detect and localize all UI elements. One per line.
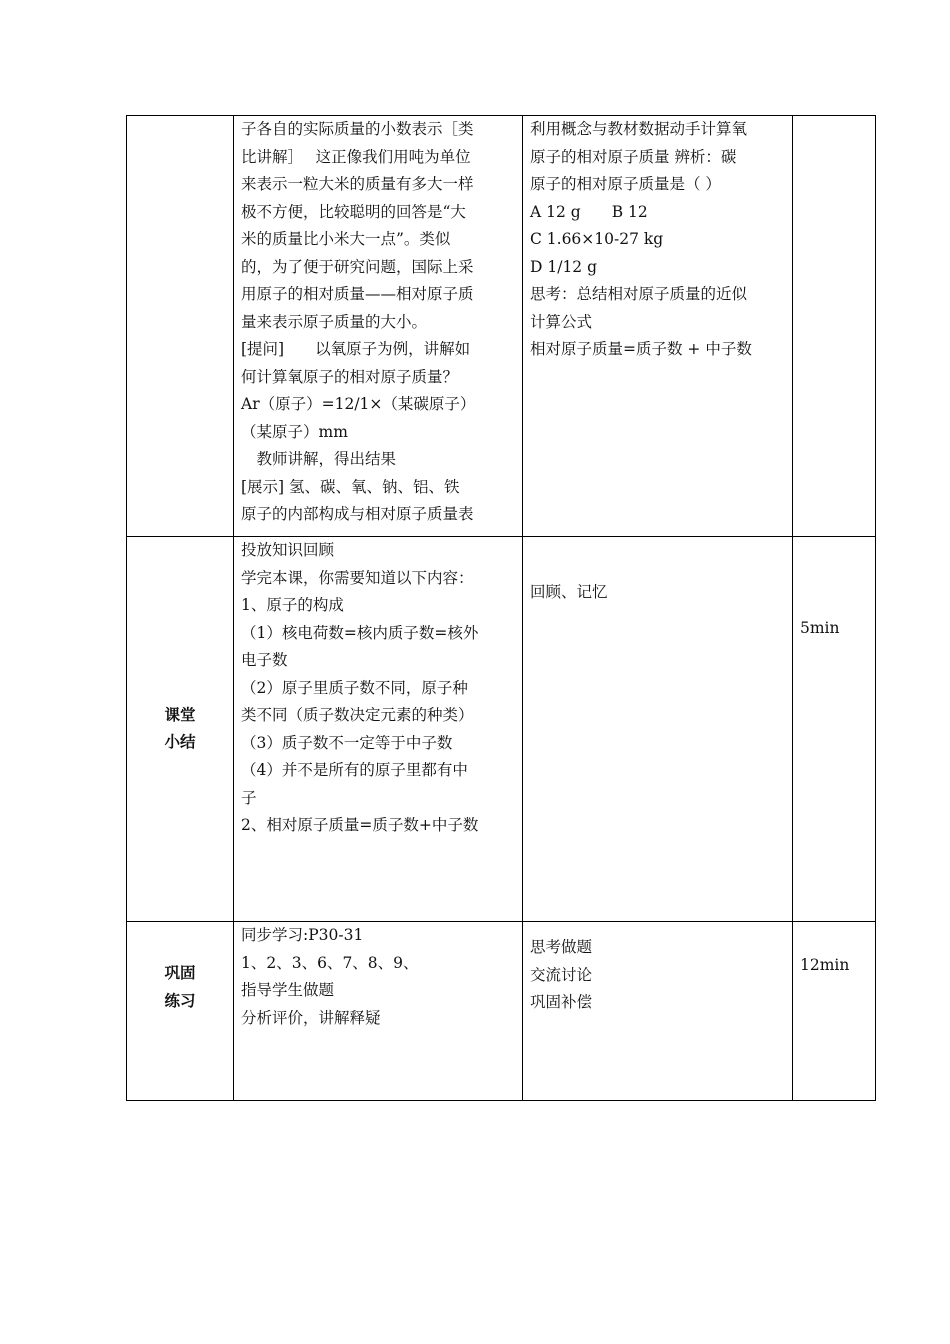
text-line: 同步学习:P30-31	[241, 926, 364, 944]
student-activity-cell	[523, 116, 793, 537]
text-line: 原子的相对原子质量 辨析：碳	[530, 147, 737, 166]
text-line: 回顾、记忆	[530, 583, 608, 601]
teacher-activity-cell	[234, 537, 523, 922]
table-row	[127, 116, 876, 537]
time-cell	[793, 537, 876, 922]
text-line: 2、相对原子质量=质子数+中子数	[241, 816, 479, 834]
text-line: 比讲解］ 这正像我们用吨为单位	[241, 147, 471, 166]
text-line: 来表示一粒大米的质量有多大一样	[241, 175, 474, 193]
text-line: 相对原子质量=质子数 + 中子数	[530, 340, 752, 358]
text-line: 分析评价，讲解释疑	[241, 1008, 381, 1027]
text-line: 量来表示原子质量的大小。	[241, 312, 428, 331]
table-row	[127, 922, 876, 1101]
table-row	[127, 537, 876, 922]
time-value: 12min	[800, 956, 850, 974]
text-line: 思考：总结相对原子质量的近似	[530, 285, 748, 303]
text-line: 原子的内部构成与相对原子质量表	[241, 505, 474, 523]
text-line: 的，为了便于研究问题，国际上采	[241, 257, 474, 276]
text-line: 类不同（质子数决定元素的种类）	[241, 706, 474, 724]
text-line: D 1/12 g	[530, 257, 598, 276]
time-value: 5min	[800, 619, 840, 637]
student-activity-cell	[523, 922, 793, 1101]
text-line: 1、原子的构成	[241, 596, 344, 614]
text-line: [展示] 氢、碳、氧、钠、铝、铁	[241, 477, 460, 496]
text-line: （1）核电荷数=核内质子数=核外	[241, 623, 479, 642]
text-line: 何计算氧原子的相对原子质量？	[241, 367, 459, 386]
text-line: 原子的相对原子质量是（ ）	[530, 175, 721, 193]
text-line: 学完本课，你需要知道以下内容：	[241, 568, 474, 587]
stage-label: 练习	[164, 991, 196, 1010]
stage-label: 小结	[164, 733, 196, 751]
time-cell	[793, 116, 876, 537]
text-line: 子各自的实际质量的小数表示［类	[241, 120, 474, 138]
student-activity-cell	[523, 537, 793, 922]
stage-cell	[127, 537, 234, 922]
lesson-plan-table	[126, 115, 876, 1101]
text-line: Ar（原子）=12/1×（某碳原子）	[241, 395, 476, 413]
stage-label: 课堂	[164, 705, 196, 724]
text-line: 用原子的相对质量——相对原子质	[241, 285, 474, 303]
text-line: 极不方便，比较聪明的回答是“大	[241, 202, 466, 221]
text-line: 投放知识回顾	[241, 541, 335, 559]
text-line: 计算公式	[530, 312, 593, 331]
text-line: 教师讲解，得出结果	[241, 450, 397, 468]
text-line: （某原子）mm	[241, 422, 348, 441]
text-line: 巩固补偿	[530, 993, 593, 1011]
stage-label: 巩固	[164, 964, 196, 982]
teacher-activity-cell	[234, 922, 523, 1101]
text-line: A 12 g B 12	[530, 202, 648, 221]
text-line: （2）原子里质子数不同，原子种	[241, 678, 468, 697]
text-line: 子	[241, 788, 257, 807]
stage-cell	[127, 116, 234, 537]
text-line: C 1.66×10-27 kg	[530, 230, 664, 248]
text-line: 1、2、3、6、7、8、9、	[241, 953, 419, 972]
text-line: （3）质子数不一定等于中子数	[241, 733, 453, 752]
teacher-activity-cell	[234, 116, 523, 537]
text-line: 指导学生做题	[241, 981, 335, 999]
text-line: 电子数	[241, 651, 288, 669]
time-cell	[793, 922, 876, 1101]
text-line: 米的质量比小米大一点”。类似	[241, 230, 451, 248]
text-line: 利用概念与教材数据动手计算氧	[530, 120, 748, 138]
text-line: 思考做题	[530, 938, 593, 956]
text-line: 交流讨论	[530, 965, 593, 984]
text-line: [提问] 以氧原子为例，讲解如	[241, 340, 471, 358]
text-line: （4）并不是所有的原子里都有中	[241, 761, 468, 779]
stage-cell	[127, 922, 234, 1101]
